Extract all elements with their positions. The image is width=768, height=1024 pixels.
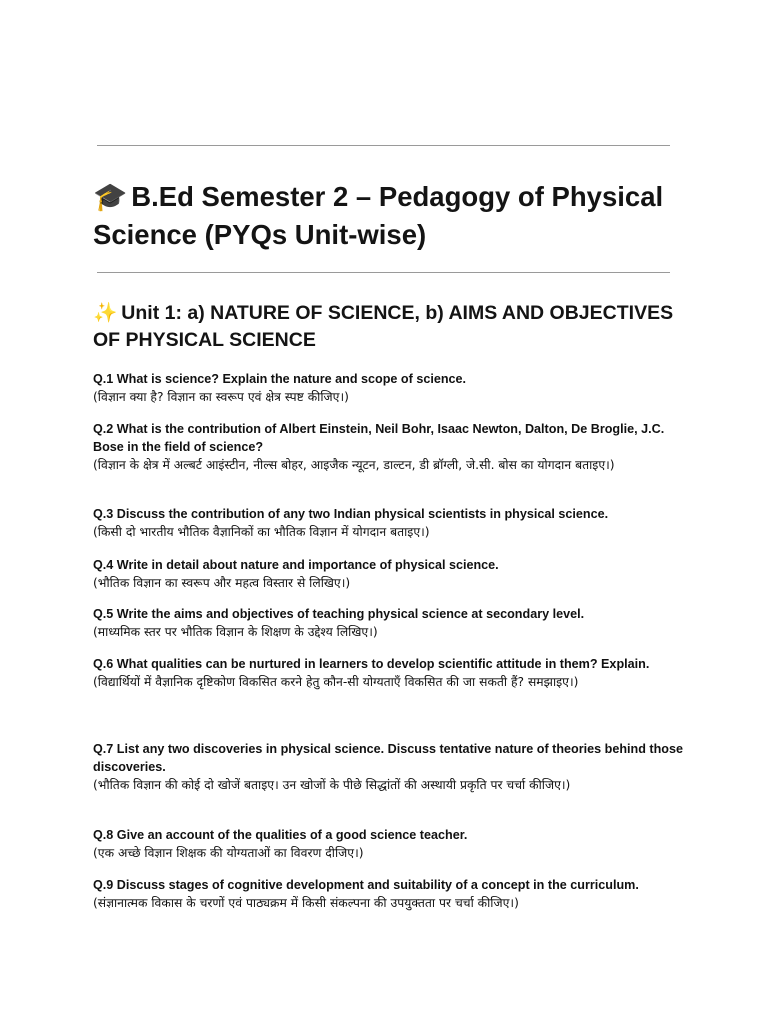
question-hindi: (एक अच्छे विज्ञान शिक्षक की योग्यताओं का विवरण दीजिए।): [93, 846, 364, 860]
section-divider: [97, 272, 670, 273]
question-english: Q.2 What is the contribution of Albert Einstein, Neil Bohr, Isaac Newton, Dalton, De Broglie, J.C. Bose in the field of science?: [93, 422, 665, 454]
page-title-text: B.Ed Semester 2 – Pedagogy of Physical Science (PYQs Unit-wise): [93, 181, 664, 250]
question-hindi: (विद्यार्थियों में वैज्ञानिक दृष्टिकोण विकसित करने हेतु कौन-सी योग्यताएँ विकसित की जा सकती हैं? समझाइए।): [93, 675, 579, 689]
question-english: Q.7 List any two discoveries in physical science. Discuss tentative nature of theories behind those discoveries.: [93, 742, 683, 774]
question-english: Q.8 Give an account of the qualities of a good science teacher.: [93, 828, 468, 842]
unit-heading-text: Unit 1: a) NATURE OF SCIENCE, b) AIMS AND OBJECTIVES OF PHYSICAL SCIENCE: [93, 302, 674, 351]
question-hindi: (किसी दो भारतीय भौतिक वैज्ञानिकों का भौतिक विज्ञान में योगदान बताइए।): [93, 525, 430, 539]
graduation-cap-icon: 🎓: [93, 181, 128, 213]
question-hindi: (संज्ञानात्मक विकास के चरणों एवं पाठ्यक्रम में किसी संकल्पना की उपयुक्तता पर चर्चा कीजिए।): [93, 896, 519, 910]
question-item: [93, 740, 683, 794]
question-english: Q.6 What qualities can be nurtured in learners to develop scientific attitude in them? Explain.: [93, 657, 650, 671]
page-title: [93, 178, 693, 253]
top-divider: [97, 145, 670, 146]
question-item: [93, 876, 683, 912]
question-item: [93, 420, 683, 474]
question-item: [93, 505, 683, 541]
sparkles-icon: ✨: [93, 301, 118, 324]
question-item: [93, 605, 683, 641]
question-hindi: (विज्ञान क्या है? विज्ञान का स्वरूप एवं क्षेत्र स्पष्ट कीजिए।): [93, 390, 349, 404]
unit-heading: [93, 299, 693, 354]
question-english: Q.3 Discuss the contribution of any two Indian physical scientists in physical science.: [93, 507, 609, 521]
question-item: [93, 826, 683, 862]
question-english: Q.5 Write the aims and objectives of teaching physical science at secondary level.: [93, 607, 585, 621]
question-item: [93, 655, 683, 691]
question-item: [93, 370, 683, 406]
question-english: Q.4 Write in detail about nature and importance of physical science.: [93, 558, 499, 572]
question-hindi: (भौतिक विज्ञान का स्वरूप और महत्व विस्तार से लिखिए।): [93, 576, 351, 590]
question-english: Q.1 What is science? Explain the nature and scope of science.: [93, 372, 467, 386]
question-hindi: (माध्यमिक स्तर पर भौतिक विज्ञान के शिक्षण के उद्देश्य लिखिए।): [93, 625, 378, 639]
question-english: Q.9 Discuss stages of cognitive development and suitability of a concept in the curriculum.: [93, 878, 639, 892]
question-hindi: (भौतिक विज्ञान की कोई दो खोजें बताइए। उन खोजों के पीछे सिद्धांतों की अस्थायी प्रकृति पर चर्चा कीजिए।): [93, 778, 571, 792]
question-item: [93, 556, 683, 592]
question-hindi: (विज्ञान के क्षेत्र में अल्बर्ट आइंस्टीन, नील्स बोहर, आइजैक न्यूटन, डाल्टन, डी ब्रॉग्ली, जे.सी. बोस का योगदान बताइए।): [93, 458, 615, 472]
